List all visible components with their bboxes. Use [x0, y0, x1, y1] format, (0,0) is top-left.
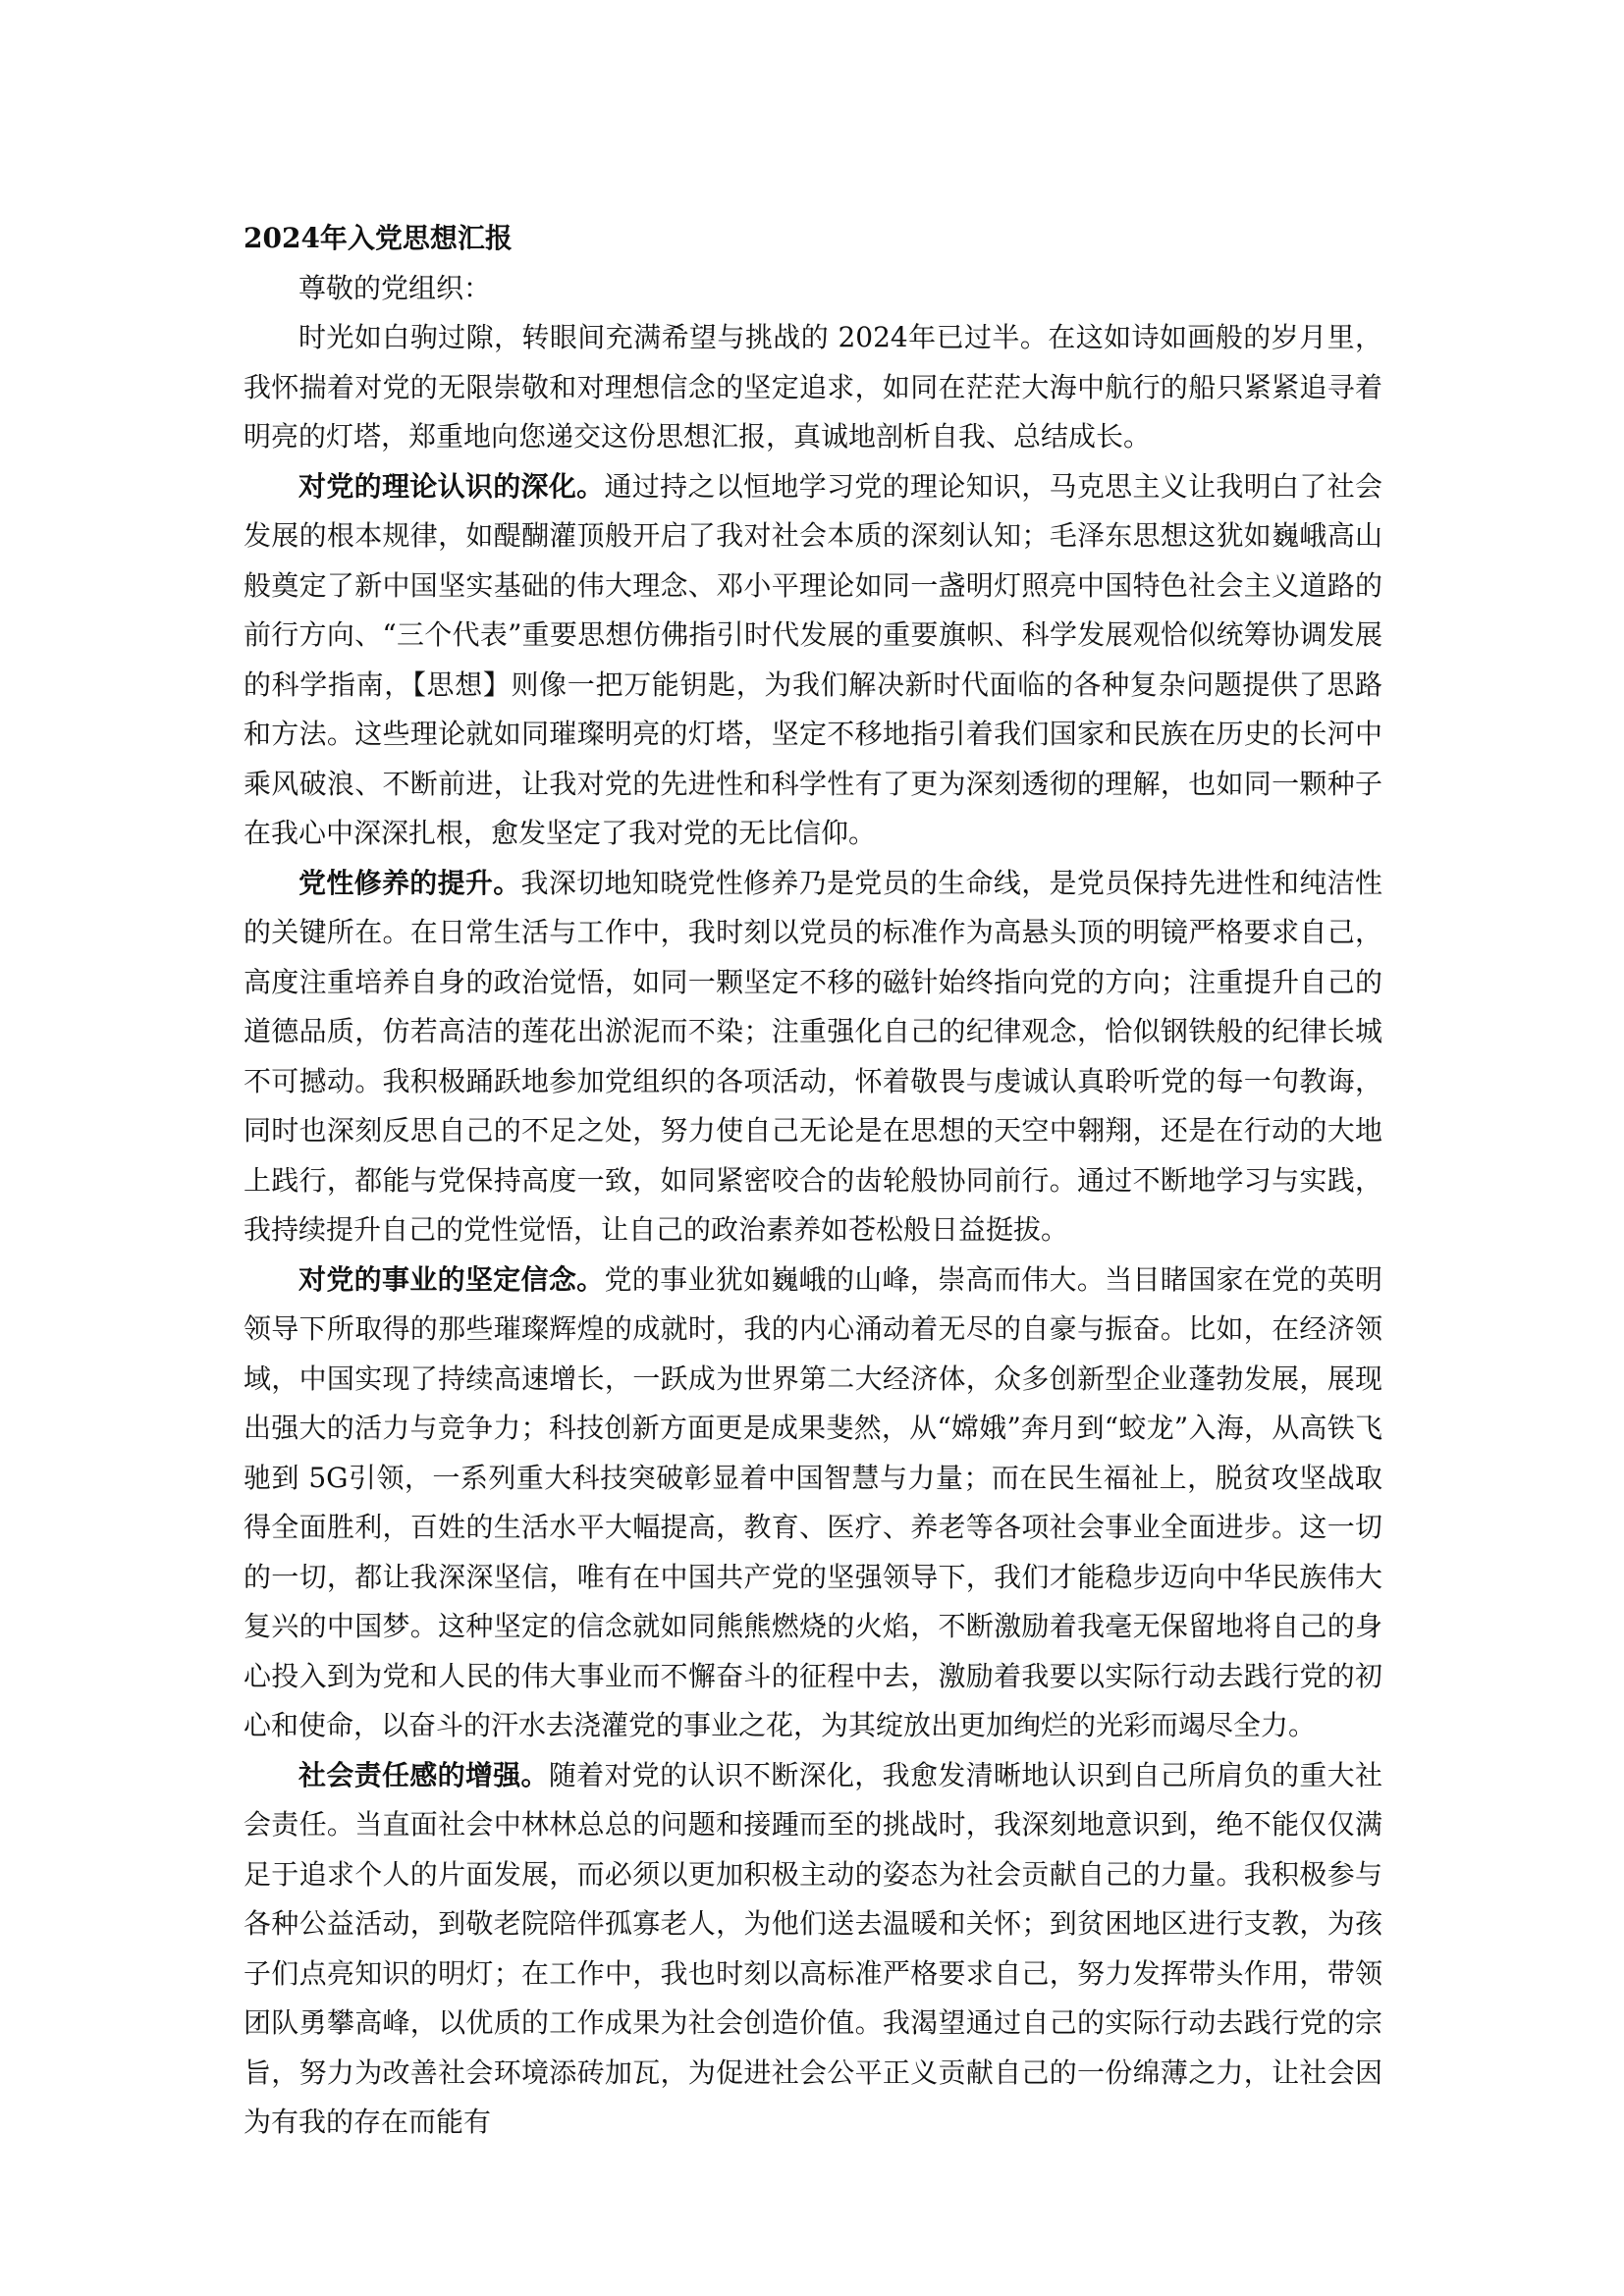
section-body-belief: 党的事业犹如巍峨的山峰，崇高而伟大。当目睹国家在党的英明领导下所取得的那些璀璨辉煌的成就时，我的内心涌动着无尽的自豪与振奋。比如，在经济领域，中国实现了持续高速增长，一跃成为世界第二大经济体，众多创新型企业蓬勃发展，展现出强大的活力与竞争力；科技创新方面更是成果斐然，从“嫦娥”奔月到“蛟龙”入海，从高铁飞驰到 5G引领，一系列重大科技突破彰显着中国智慧与力量；而在民生福祉上，脱贫攻坚战取得全面胜利，百姓的生活水平大幅提高，教育、医疗、养老等各项社会事业全面进步。这一切的一切，都让我深深坚信，唯有在中国共产党的坚强领导下，我们才能稳步迈向中华民族伟大复兴的中国梦。这种坚定的信念就如同熊熊燃烧的火焰，不断激励着我毫无保留地将自己的身心投入到为党和人民的伟大事业而不懈奋斗的征程中去，激励着我要以实际行动去践行党的初心和使命，以奋斗的汗水去浇灌党的事业之花，为其绽放出更加绚烂的光彩而竭尽全力。 [244, 1262, 1382, 1741]
section-body-theory: 通过持之以恒地学习党的理论知识，马克思主义让我明白了社会发展的根本规律，如醍醐灌顶般开启了我对社会本质的深刻认知；毛泽东思想这犹如巍峨高山般奠定了新中国坚实基础的伟大理念、邓小平理论如同一盏明灯照亮中国特色社会主义道路的前行方向、“三个代表”重要思想仿佛指引时代发展的重要旗帜、科学发展观恰似统筹协调发展的科学指南，【思想】则像一把万能钥匙，为我们解决新时代面临的各种复杂问题提供了思路和方法。这些理论就如同璀璨明亮的灯塔，坚定不移地指引着我们国家和民族在历史的长河中乘风破浪、不断前进，让我对党的先进性和科学性有了更为深刻透彻的理解，也如同一颗种子在我心中深深扎根，愈发坚定了我对党的无比信仰。 [244, 469, 1382, 849]
intro-paragraph: 时光如白驹过隙，转眼间充满希望与挑战的 2024年已过半。在这如诗如画般的岁月里，我怀揣着对党的无限崇敬和对理想信念的坚定追求，如同在茫茫大海中航行的船只紧紧追寻着明亮的灯塔，郑重地向您递交这份思想汇报，真诚地剖析自我、总结成长。 [244, 321, 1382, 453]
section-heading-belief: 对党的事业的坚定信念。 [298, 1262, 605, 1296]
section-paragraph-theory [244, 462, 1382, 859]
section-heading-theory: 对党的理论认识的深化。 [298, 469, 605, 503]
section-body-party-spirit: 我深切地知晓党性修养乃是党员的生命线，是党员保持先进性和纯洁性的关键所在。在日常生活与工作中，我时刻以党员的标准作为高悬头顶的明镜严格要求自己，高度注重培养自身的政治觉悟，如同一颗坚定不移的磁针始终指向党的方向；注重提升自己的道德品质，仿若高洁的莲花出淤泥而不染；注重强化自己的纪律观念，恰似钢铁般的纪律长城不可撼动。我积极踊跃地参加党组织的各项活动，怀着敬畏与虔诚认真聆听党的每一句教诲，同时也深刻反思自己的不足之处，努力使自己无论是在思想的天空中翱翔，还是在行动的大地上践行，都能与党保持高度一致，如同紧密咬合的齿轮般协同前行。通过不断地学习与实践，我持续提升自己的党性觉悟，让自己的政治素养如苍松般日益挺拔。 [244, 866, 1382, 1246]
salutation: 尊敬的党组织： [298, 271, 492, 304]
section-paragraph-belief [244, 1255, 1382, 1751]
section-paragraph-party-spirit [244, 859, 1382, 1255]
section-body-responsibility: 随着对党的认识不断深化，我愈发清晰地认识到自己所肩负的重大社会责任。当直面社会中林林总总的问题和接踵而至的挑战时，我深刻地意识到，绝不能仅仅满足于追求个人的片面发展，而必须以更加积极主动的姿态为社会贡献自己的力量。我积极参与各种公益活动，到敬老院陪伴孤寡老人，为他们送去温暖和关怀；到贫困地区进行支教，为孩子们点亮知识的明灯；在工作中，我也时刻以高标准严格要求自己，努力发挥带头作用，带领团队勇攀高峰，以优质的工作成果为社会创造价值。我渴望通过自己的实际行动去践行党的宗旨，努力为改善社会环境添砖加瓦，为促进社会公平正义贡献自己的一份绵薄之力，让社会因为有我的存在而能有 [244, 1758, 1382, 2138]
section-heading-party-spirit: 党性修养的提升。 [298, 866, 521, 899]
document-body [244, 214, 1382, 2148]
section-paragraph-responsibility [244, 1751, 1382, 2148]
section-heading-responsibility: 社会责任感的增强。 [298, 1758, 549, 1791]
document-title: 2024年入党思想汇报 [244, 222, 513, 254]
